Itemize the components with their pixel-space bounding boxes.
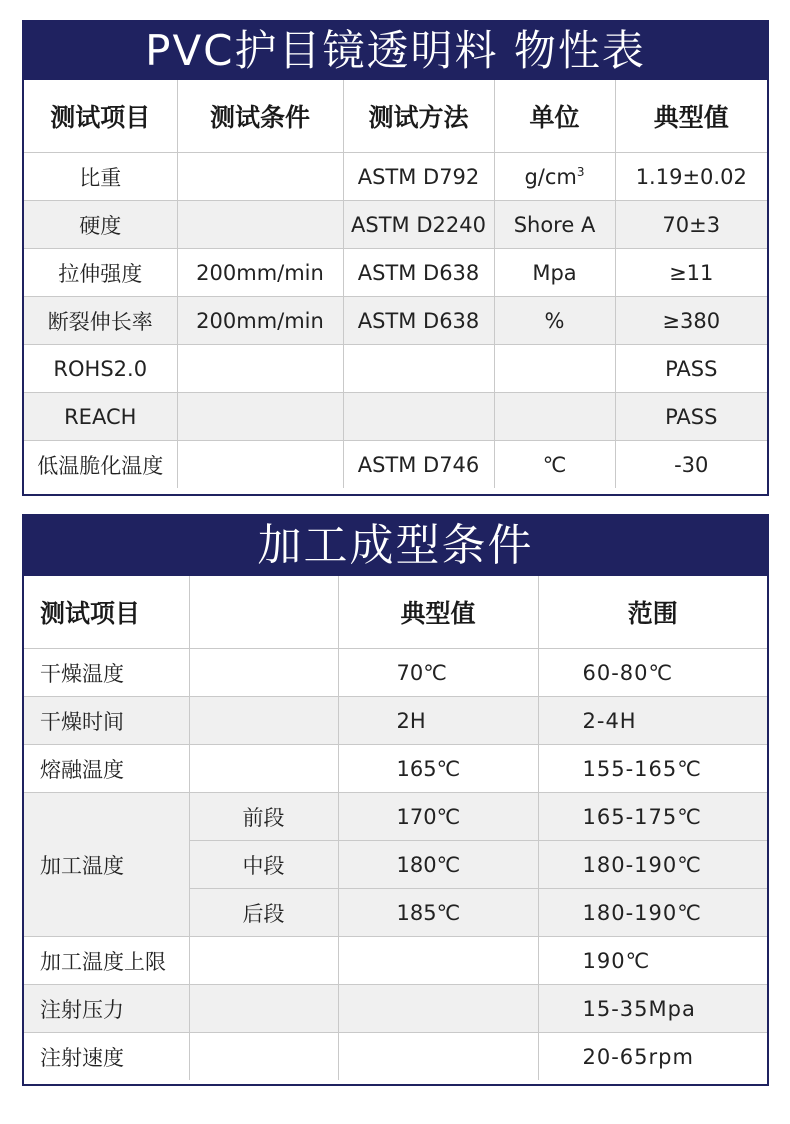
cell-item: 硬度: [24, 201, 177, 249]
header-range: 范围: [538, 576, 767, 649]
cell-stage: [189, 1033, 338, 1081]
cell-range: 190℃: [538, 937, 767, 985]
cell-value: 70±3: [615, 201, 767, 249]
cell-item: ROHS2.0: [24, 345, 177, 393]
cell-item: 熔融温度: [24, 745, 189, 793]
cell-item: 比重: [24, 153, 177, 201]
table-row: [24, 441, 767, 489]
cell-condition: 200mm/min: [177, 249, 343, 297]
cell-value: 2H: [338, 697, 538, 745]
cell-method: ASTM D746: [343, 441, 494, 489]
header-condition: 测试条件: [177, 80, 343, 153]
cell-stage: 前段: [189, 793, 338, 841]
cell-value: ≥380: [615, 297, 767, 345]
cell-method: ASTM D792: [343, 153, 494, 201]
properties-panel: [22, 20, 769, 496]
cell-method: ASTM D638: [343, 297, 494, 345]
cell-stage: [189, 937, 338, 985]
cell-value: 165℃: [338, 745, 538, 793]
cell-unit: ℃: [494, 441, 615, 489]
cell-condition: 200mm/min: [177, 297, 343, 345]
header-unit: 单位: [494, 80, 615, 153]
cell-method: ASTM D638: [343, 249, 494, 297]
cell-value: 1.19±0.02: [615, 153, 767, 201]
header-value: 典型值: [615, 80, 767, 153]
unit-text: g/cm: [524, 164, 577, 189]
cell-condition: [177, 345, 343, 393]
cell-unit: %: [494, 297, 615, 345]
processing-header-row: [24, 576, 767, 649]
cell-value: 70℃: [338, 649, 538, 697]
table-row: [24, 985, 767, 1033]
cell-stage: [189, 697, 338, 745]
cell-range: 180-190℃: [538, 889, 767, 937]
cell-condition: [177, 201, 343, 249]
cell-unit: Mpa: [494, 249, 615, 297]
table-row: [24, 297, 767, 345]
processing-table: [24, 576, 767, 1080]
cell-condition: [177, 441, 343, 489]
cell-range: 60-80℃: [538, 649, 767, 697]
header-method: 测试方法: [343, 80, 494, 153]
header-item: 测试项目: [24, 80, 177, 153]
cell-stage: [189, 745, 338, 793]
cell-stage: [189, 985, 338, 1033]
cell-value: -30: [615, 441, 767, 489]
cell-method: [343, 393, 494, 441]
cell-range: 2-4H: [538, 697, 767, 745]
cell-item: 拉伸强度: [24, 249, 177, 297]
cell-item: 加工温度上限: [24, 937, 189, 985]
header-item: 测试项目: [24, 576, 189, 649]
cell-value: [338, 985, 538, 1033]
cell-value: PASS: [615, 345, 767, 393]
cell-item: 干燥时间: [24, 697, 189, 745]
cell-value: 180℃: [338, 841, 538, 889]
cell-stage: [189, 649, 338, 697]
cell-value: PASS: [615, 393, 767, 441]
cell-range: 165-175℃: [538, 793, 767, 841]
cell-range: 15-35Mpa: [538, 985, 767, 1033]
cell-condition: [177, 153, 343, 201]
table-row: [24, 393, 767, 441]
cell-item: 断裂伸长率: [24, 297, 177, 345]
cell-item: 低温脆化温度: [24, 441, 177, 489]
cell-stage: 中段: [189, 841, 338, 889]
cell-condition: [177, 393, 343, 441]
cell-value: 185℃: [338, 889, 538, 937]
table-row: [24, 937, 767, 985]
cell-value: 170℃: [338, 793, 538, 841]
cell-range: 155-165℃: [538, 745, 767, 793]
cell-item-merged: 加工温度: [24, 793, 189, 937]
table-row: [24, 249, 767, 297]
cell-unit: Shore A: [494, 201, 615, 249]
header-value: 典型值: [338, 576, 538, 649]
cell-method: ASTM D2240: [343, 201, 494, 249]
table-row: [24, 201, 767, 249]
cell-value: [338, 937, 538, 985]
cell-method: [343, 345, 494, 393]
cell-unit: [494, 345, 615, 393]
cell-item: 注射压力: [24, 985, 189, 1033]
processing-title: 加工成型条件: [24, 516, 767, 576]
table-row: [24, 697, 767, 745]
unit-superscript: 3: [576, 164, 585, 179]
properties-title: PVC护目镜透明料 物性表: [24, 22, 767, 80]
cell-range: 20-65rpm: [538, 1033, 767, 1081]
cell-stage: 后段: [189, 889, 338, 937]
table-row: [24, 153, 767, 201]
cell-item: 干燥温度: [24, 649, 189, 697]
cell-range: 180-190℃: [538, 841, 767, 889]
header-stage: [189, 576, 338, 649]
table-row: [24, 793, 767, 841]
properties-header-row: [24, 80, 767, 153]
properties-table: [24, 80, 767, 488]
table-row: [24, 745, 767, 793]
cell-value: ≥11: [615, 249, 767, 297]
table-row: [24, 649, 767, 697]
cell-value: [338, 1033, 538, 1081]
table-row: [24, 1033, 767, 1081]
cell-unit: [494, 153, 615, 201]
processing-panel: [22, 514, 769, 1086]
table-row: [24, 345, 767, 393]
cell-item: 注射速度: [24, 1033, 189, 1081]
cell-unit: [494, 393, 615, 441]
cell-item: REACH: [24, 393, 177, 441]
